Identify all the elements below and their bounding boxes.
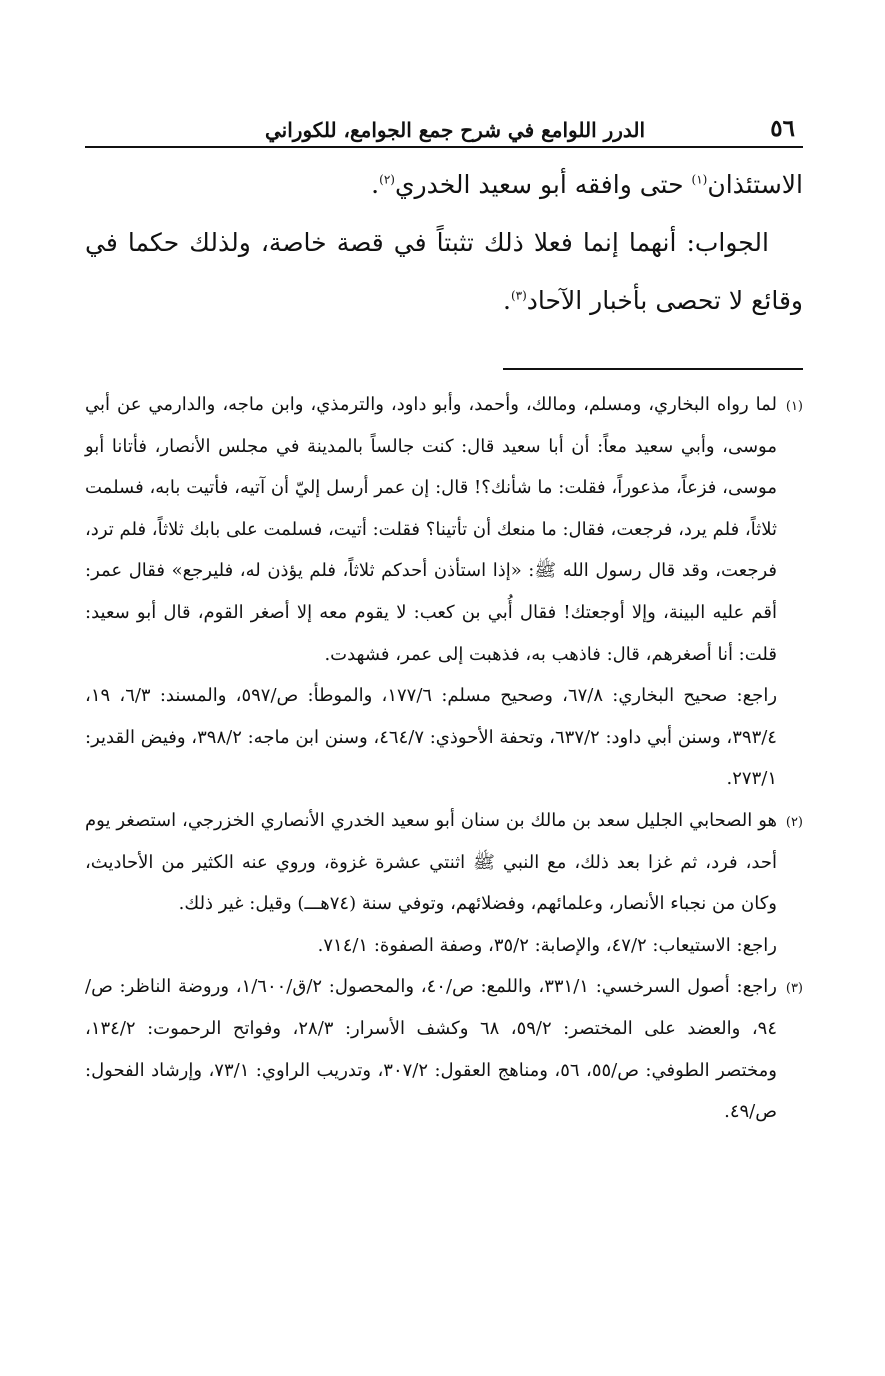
footnote-1 bbox=[85, 384, 803, 800]
footnote-references: راجع: الاستيعاب: ٤٧/٢، والإصابة: ٣٥/٢، وصفة الصفوة: ٧١٤/١. bbox=[317, 934, 777, 956]
running-header bbox=[85, 108, 803, 148]
page-number: ٥٦ bbox=[770, 115, 795, 142]
book-page bbox=[85, 108, 803, 1133]
body-text-span: الجواب: أنهما إنما فعلا ذلك تثبتاً في قصة خاصة، ولذلك حكما في وقائع لا تحصى بأخبار الآحاد bbox=[85, 228, 803, 315]
footnote-separator bbox=[503, 368, 803, 370]
footnote-ref-3: (٣) bbox=[510, 288, 527, 303]
footnote-paragraph: لما رواه البخاري، ومسلم، ومالك، وأحمد، وأبو داود، والترمذي، وابن ماجه، والدارمي عن أبي موسى، وأبي سعيد معاً: أن أبا سعيد قال: كنت جالساً بالمدينة في مجلس الأنصار، فأتانا أبو موسى، فزعاً، مذعوراً، فقلت: ما شأنك؟! قال: إن عمر أرسل إليّ أن آتيه، فأتيت بابه، فسلمت ثلاثاً، فلم يرد، فرجعت، فقال: ما منعك أن تأتينا؟ فقلت: أتيت، فسلمت على بابك ثلاثاً، فلم ترد، فرجعت، وقد قال رسول الله ﷺ: «إذا استأذن أحدكم ثلاثاً، فلم يؤذن له، فليرجع» فقال عمر: أقم عليه البينة، وإلا أوجعتك! فقال أُبي بن كعب: لا يقوم معه إلا أصغر القوم، قال أبو سعيد: قلت: أنا أصغرهم، قال: فاذهب به، فذهبت إلى عمر، فشهدت. bbox=[85, 394, 777, 665]
footnote-3 bbox=[85, 966, 803, 1132]
body-text-span: حتى وافقه أبو سعيد الخدري bbox=[394, 170, 692, 199]
footnote-marker: (٣) bbox=[785, 981, 803, 997]
footnote-marker: (٢) bbox=[785, 814, 803, 830]
body-punctuation: . bbox=[502, 286, 511, 315]
footnote-references: راجع: صحيح البخاري: ٦٧/٨، وصحيح مسلم: ١٧٧/٦، والموطأ: ص/٥٩٧، والمسند: ٦/٣، ١٩، ٣٩٣/٤، وسنن أبي داود: ٦٣٧/٢، وتحفة الأحوذي: ٤٦٤/٧، وسنن ابن ماجه: ٣٩٨/٢، وفيض القدير: ٢٧٣/١. bbox=[85, 685, 778, 790]
body-punctuation: . bbox=[371, 170, 380, 199]
footnote-references: راجع: أصول السرخسي: ٣٣١/١، واللمع: ص/٤٠، والمحصول: ٢/ق/١/٦٠٠، وروضة الناظر: ص/٩٤، والعضد على المختصر: ٥٩/٢، ٦٨ وكشف الأسرار: ٢٨/٣، وفواتح الرحموت: ١٣٤/٢، ومختصر الطوفي: ص/٥٥، ٥٦، ومناهج العقول: ٣٠٧/٢، وتدريب الراوي: ٧٣/١، وإرشاد الفحول: ص/٤٩. bbox=[85, 976, 777, 1123]
footnote-body bbox=[85, 800, 777, 966]
footnotes-section bbox=[85, 384, 803, 1133]
footnote-body bbox=[85, 384, 777, 800]
body-text-span: الاستئذان bbox=[707, 170, 803, 199]
footnote-marker: (١) bbox=[785, 399, 803, 414]
footnote-ref-2: (٢) bbox=[379, 172, 395, 187]
main-text bbox=[85, 156, 803, 330]
footnote-paragraph: هو الصحابي الجليل سعد بن مالك بن سنان أبو سعيد الخدري الأنصاري الخزرجي، استصغر يوم أحد، فرد، ثم غزا بعد ذلك، مع النبي ﷺ اثنتي عشرة غزوة، وروي عنه الكثير من الأحاديث، وكان من نجباء الأنصار، وعلمائهم، وفضلائهم، وتوفي سنة (٧٤هـــ) وقيل: غير ذلك. bbox=[85, 809, 777, 915]
body-paragraph-answer bbox=[85, 214, 803, 330]
body-line-1 bbox=[85, 156, 803, 214]
footnote-2 bbox=[85, 800, 803, 966]
footnote-ref-1: (١) bbox=[691, 172, 708, 187]
running-title: الدرر اللوامع في شرح جمع الجوامع، للكوراني bbox=[265, 118, 646, 142]
footnote-body bbox=[85, 966, 777, 1132]
